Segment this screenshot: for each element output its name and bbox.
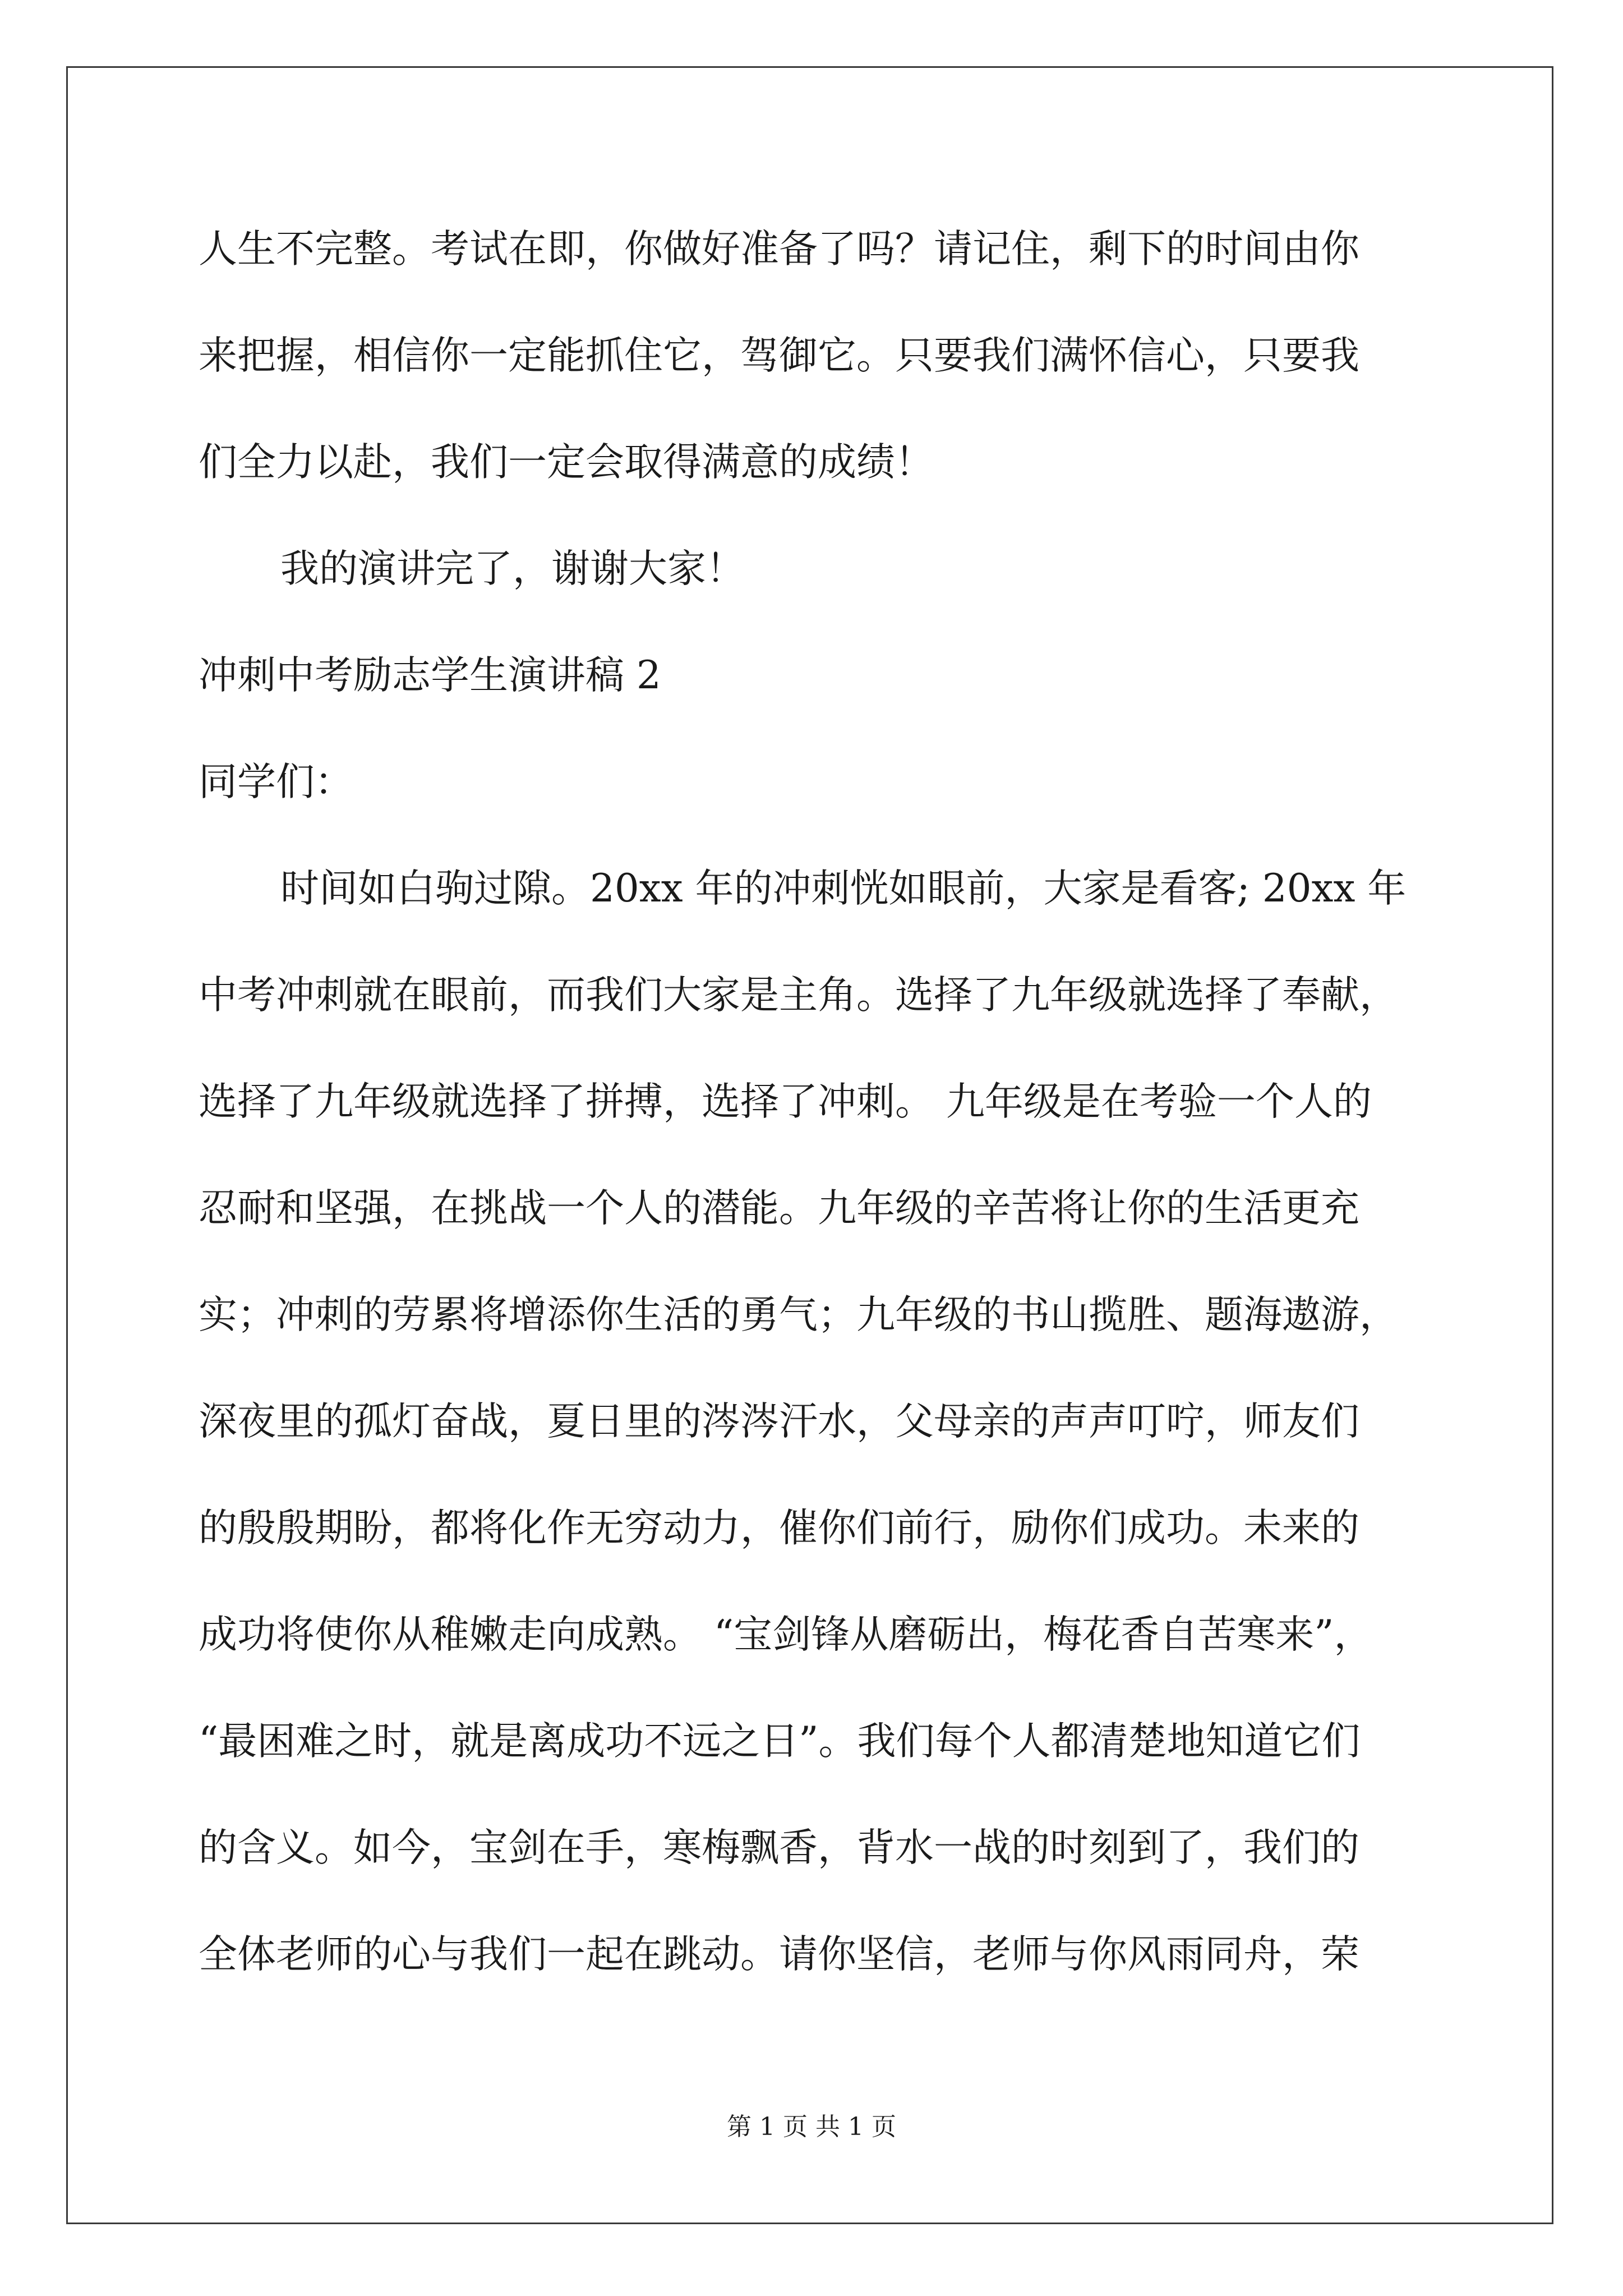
page-border [66,66,1553,2224]
section-heading: 冲刺中考励志学生演讲稿 2 [199,653,661,698]
text-line: 人生不完整。考试在即，你做好准备了吗？请记住，剩下的时间由你 [199,227,1359,272]
text-line: 选择了九年级就选择了拼搏，选择了冲刺。 九年级是在考验一个人的 [199,1079,1372,1124]
text-line: 我的演讲完了，谢谢大家！ [280,546,745,591]
text-line: 深夜里的孤灯奋战，夏日里的涔涔汗水，父母亲的声声叮咛，师友们 [199,1399,1359,1444]
text-line: 全体老师的心与我们一起在跳动。请你坚信，老师与你风雨同舟，荣 [199,1932,1359,1977]
text-line: 中考冲刺就在眼前，而我们大家是主角。选择了九年级就选择了奉献， [199,973,1398,1018]
text-line: 忍耐和坚强，在挑战一个人的潜能。九年级的辛苦将让你的生活更充 [199,1186,1359,1231]
text-line: 来把握，相信你一定能抓住它，驾御它。只要我们满怀信心，只要我 [199,333,1359,378]
text-line: 成功将使你从稚嫩走向成熟。 “宝剑锋从磨砺出，梅花香自苦寒来”， [199,1612,1373,1657]
page-footer: 第 1 页 共 1 页 [727,2113,896,2141]
text-line: “最困难之时，就是离成功不远之日”。我们每个人都清楚地知道它们 [199,1719,1361,1764]
text-line: 实；冲刺的劳累将增添你生活的勇气；九年级的书山揽胜、题海遨游， [199,1292,1398,1337]
salutation: 同学们： [199,760,353,804]
text-line: 的含义。如今，宝剑在手，寒梅飘香，背水一战的时刻到了，我们的 [199,1825,1359,1870]
text-line: 的殷殷期盼，都将化作无穷动力，催你们前行，励你们成功。未来的 [199,1506,1359,1550]
text-line: 时间如白驹过隙。20xx 年的冲刺恍如眼前，大家是看客; 20xx 年 [280,866,1407,911]
text-line: 们全力以赴，我们一定会取得满意的成绩！ [199,440,934,485]
